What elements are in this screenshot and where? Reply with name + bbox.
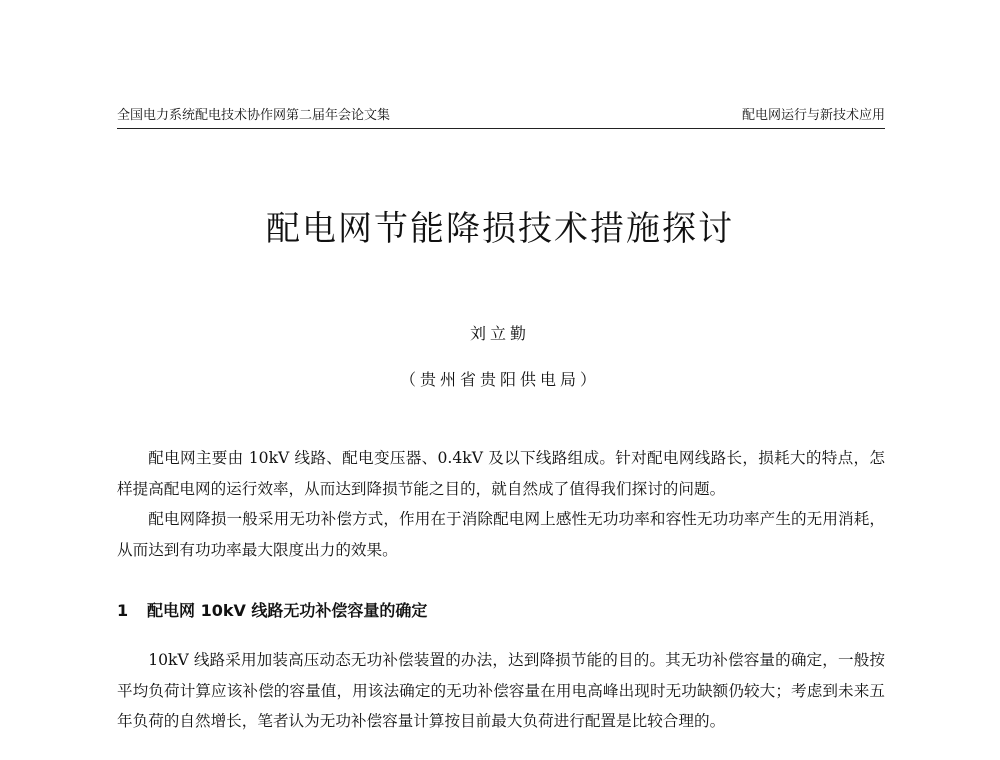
running-header xyxy=(117,106,885,126)
author-name: 刘立勤 xyxy=(469,324,530,343)
header-rule xyxy=(117,128,885,129)
author-affiliation: （贵州省贵阳供电局） xyxy=(399,370,600,389)
intro-paragraph-2: 配电网降损一般采用无功补偿方式，作用在于消除配电网上感性无功功率和容性无功功率产生的无用消耗，从而达到有功功率最大限度出力的效果。 xyxy=(117,510,885,559)
intro-paragraph-1: 配电网主要由 10kV 线路、配电变压器、0.4kV 及以下线路组成。针对配电网线路长，损耗大的特点，怎样提高配电网的运行效率，从而达到降损节能之目的，就自然成了值得我们探讨的问题。 xyxy=(117,449,885,498)
section-1-number: 1 xyxy=(117,601,129,620)
section-1-heading xyxy=(117,598,885,624)
running-header-section: 配电网运行与新技术应用 xyxy=(741,108,885,123)
running-header-proceedings: 全国电力系统配电技术协作网第二届年会论文集 xyxy=(117,108,391,123)
paper-title: 配电网节能降损技术措施探讨 xyxy=(266,209,734,249)
section-1-paragraph-1: 10kV 线路采用加装高压动态无功补偿装置的办法，达到降损节能的目的。其无功补偿容量的确定，一般按平均负荷计算应该补偿的容量值，用该法确定的无功补偿容量在用电高峰出现时无功缺额仍较大；考虑到未来五年负荷的自然增长，笔者认为无功补偿容量计算按目前最大负荷进行配置是比较合理的。 xyxy=(117,651,885,730)
section-1-title: 配电网 10kV 线路无功补偿容量的确定 xyxy=(147,601,428,620)
